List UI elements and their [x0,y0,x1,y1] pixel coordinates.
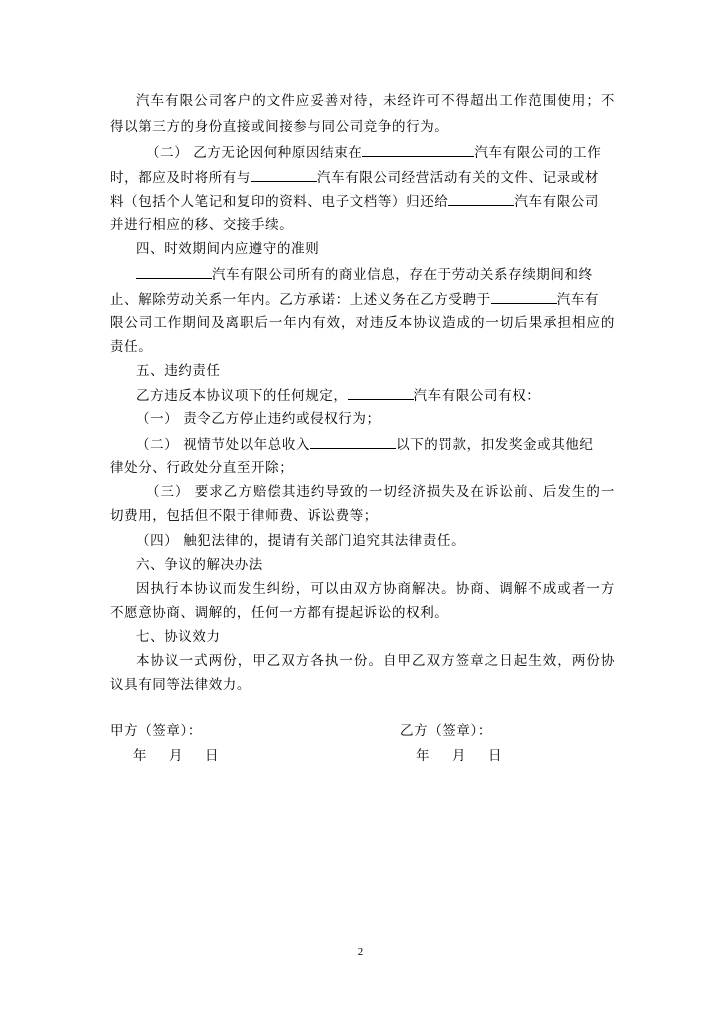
paragraph-line: 不愿意协商、调解的，任何一方都有提起诉讼的权利。 [110,605,449,621]
paragraph-line: 切费用，包括但不限于律师费、诉讼费等； [110,508,378,524]
section-heading: 六、争议的解决办法 [136,557,263,573]
clause-text: 时，都应及时将所有与 [110,170,251,186]
paragraph-line [110,290,615,309]
section-heading: 四、时效期间内应遵守的准则 [136,241,320,257]
blank-field [310,435,396,449]
paragraph-line: 得以第三方的身份直接或间接参与同公司竞争的行为。 [110,119,449,135]
date-year: 年 [133,748,148,764]
party-b-date [416,747,502,765]
paragraph-line: 因执行本协议而发生纠纷，可以由双方协商解决。协商、调解不成或者一方 [136,581,615,597]
blank-field [491,290,557,304]
clause-text: 乙方违反本协议项下的任何规定， [136,388,348,404]
date-month: 月 [169,748,184,764]
section-heading: 五、违约责任 [136,363,221,379]
clause-text: 汽车有 [556,292,600,308]
paragraph-line [136,265,615,284]
clause-text: 汽车有限公司所有的商业信息，存在于劳动关系存续期间和终 [212,267,593,283]
date-day: 日 [488,748,503,764]
paragraph-line: （四） 触犯法律的，提请有关部门追究其法律责任。 [136,533,466,549]
date-day: 日 [205,748,220,764]
clause-text: 汽车有限公司有权： [413,388,541,404]
party-b-signature-label: 乙方（签章）： [400,723,492,739]
paragraph-line [110,168,615,187]
clause-text: 汽车有限公司 [514,194,600,210]
party-a-signature-label: 甲方（签章）： [110,723,202,739]
paragraph-line: 限公司工作期间及离职后一年内有效，对违反本协议造成的一切后果承担相应的 [110,315,615,331]
date-month: 月 [452,748,467,764]
clause-text: 止、解除劳动关系一年内。乙方承诺：上述义务在乙方受聘于 [110,292,491,308]
clause-text: （二） 视情节处以年总收入 [136,437,311,453]
paragraph-line [136,435,615,454]
party-a-date [133,747,219,765]
blank-field [136,265,212,279]
paragraph-line [136,386,641,405]
paragraph-line: 律处分、行政处分直至开除； [110,460,294,476]
clause-2-line [146,143,615,162]
paragraph-line: （三） 要求乙方赔偿其违约导致的一切经济损失及在诉讼前、后发生的一 [146,484,615,500]
clause-text: 以下的罚款，扣发奖金或其他纪 [396,437,594,453]
clause-text: （二） 乙方无论因何种原因结束在 [146,145,363,161]
blank-field [251,168,317,182]
paragraph-line: 责任。 [110,339,153,355]
page-number: 2 [357,946,364,958]
paragraph-line: （一） 责令乙方停止违约或侵权行为； [136,411,381,427]
paragraph-line: 本协议一式两份，甲乙双方各执一份。自甲乙双方签章之日起生效，两份协 [136,653,615,669]
paragraph-line: 汽车有限公司客户的文件应妥善对待，未经许可不得超出工作范围使用；不 [136,93,615,109]
blank-field [348,386,414,400]
paragraph-line: 议具有同等法律效力。 [110,677,251,693]
paragraph-line [110,192,615,211]
blank-field [362,143,474,157]
paragraph-line: 并进行相应的移、交接手续。 [110,217,294,233]
blank-field [448,192,514,206]
clause-text: 汽车有限公司的工作 [474,145,602,161]
clause-text: 料（包括个人笔记和复印的资料、电子文档等）归还给 [110,194,449,210]
date-year: 年 [416,748,431,764]
clause-text: 汽车有限公司经营活动有关的文件、记录或材 [317,170,599,186]
section-heading: 七、协议效力 [136,629,221,645]
